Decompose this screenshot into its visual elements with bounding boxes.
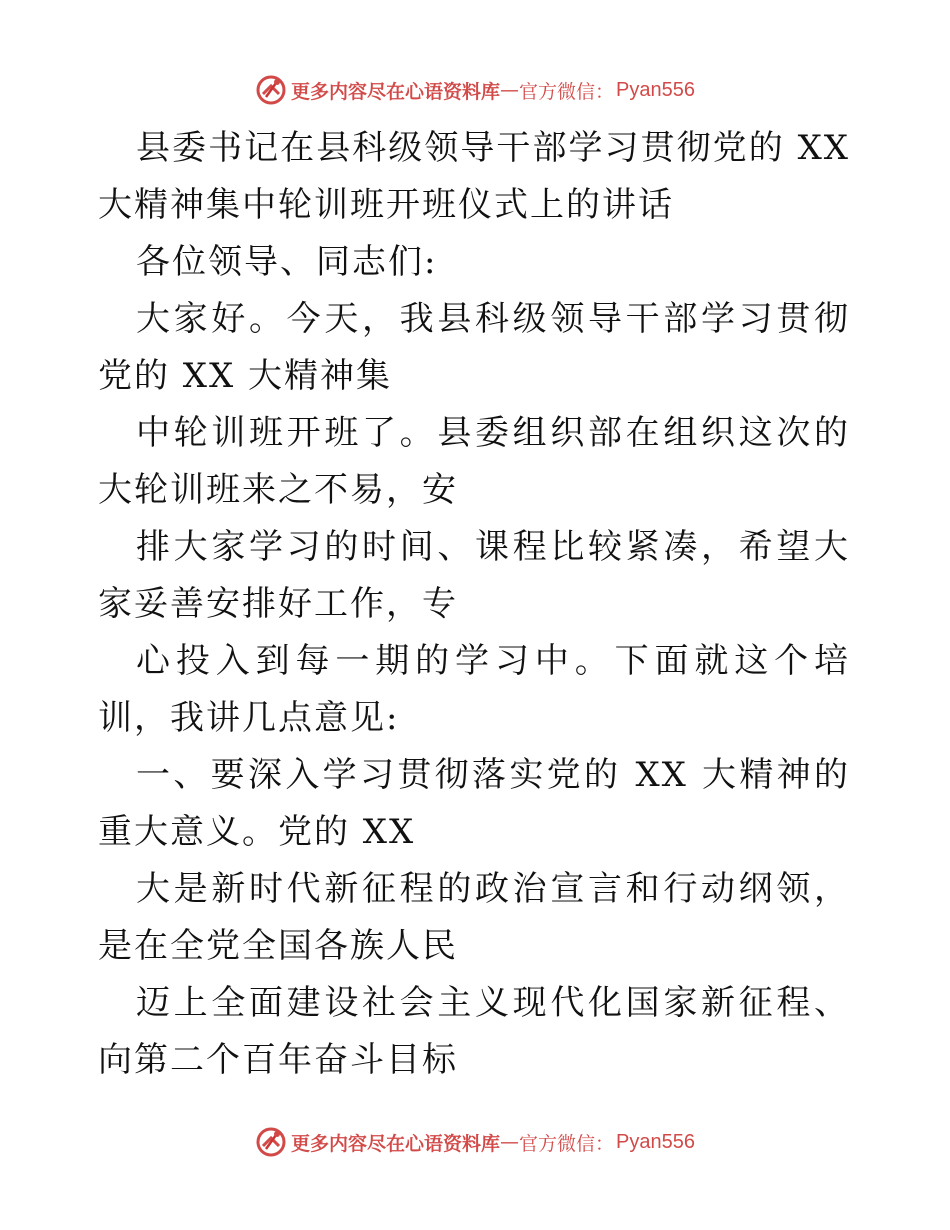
book-logo-icon: [255, 74, 287, 106]
separator: —: [500, 1131, 520, 1153]
body-paragraph: 心投入到每一期的学习中。下面就这个培训，我讲几点意见:: [98, 641, 850, 738]
salutation: 各位领导、同志们:: [136, 242, 438, 282]
body-paragraph: 排大家学习的时间、课程比较紧凑，希望大家妥善安排好工作，专: [98, 527, 850, 624]
body-paragraph: 中轮训班开班了。县委组织部在组织这次的大轮训班来之不易，安: [98, 413, 850, 510]
body-paragraph: 大是新时代新征程的政治宣言和行动纲领，是在全党全国各族人民: [98, 869, 850, 966]
footer-banner: [0, 1124, 950, 1160]
header-banner: [0, 72, 950, 108]
body-paragraph: 迈上全面建设社会主义现代化国家新征程、向第二个百年奋斗目标: [98, 983, 850, 1080]
body-paragraph: 大家好。今天，我县科级领导干部学习贯彻党的 XX 大精神集: [98, 299, 850, 396]
separator: —: [500, 79, 520, 101]
wechat-id: Pyan556: [616, 78, 695, 101]
document-body: [98, 120, 850, 1089]
section-heading: 一、要深入学习贯彻落实党的 XX 大精神的重大意义。党的 XX: [98, 755, 850, 852]
wechat-label: 官方微信：: [519, 80, 615, 103]
site-name: 更多内容尽在心语资料库: [291, 1132, 501, 1155]
wechat-label: 官方微信：: [519, 1132, 615, 1155]
book-logo-icon: [255, 1126, 287, 1158]
site-name: 更多内容尽在心语资料库: [291, 80, 501, 103]
document-title: 县委书记在县科级领导干部学习贯彻党的 XX 大精神集中轮训班开班仪式上的讲话: [98, 128, 850, 225]
wechat-id: Pyan556: [616, 1130, 695, 1153]
